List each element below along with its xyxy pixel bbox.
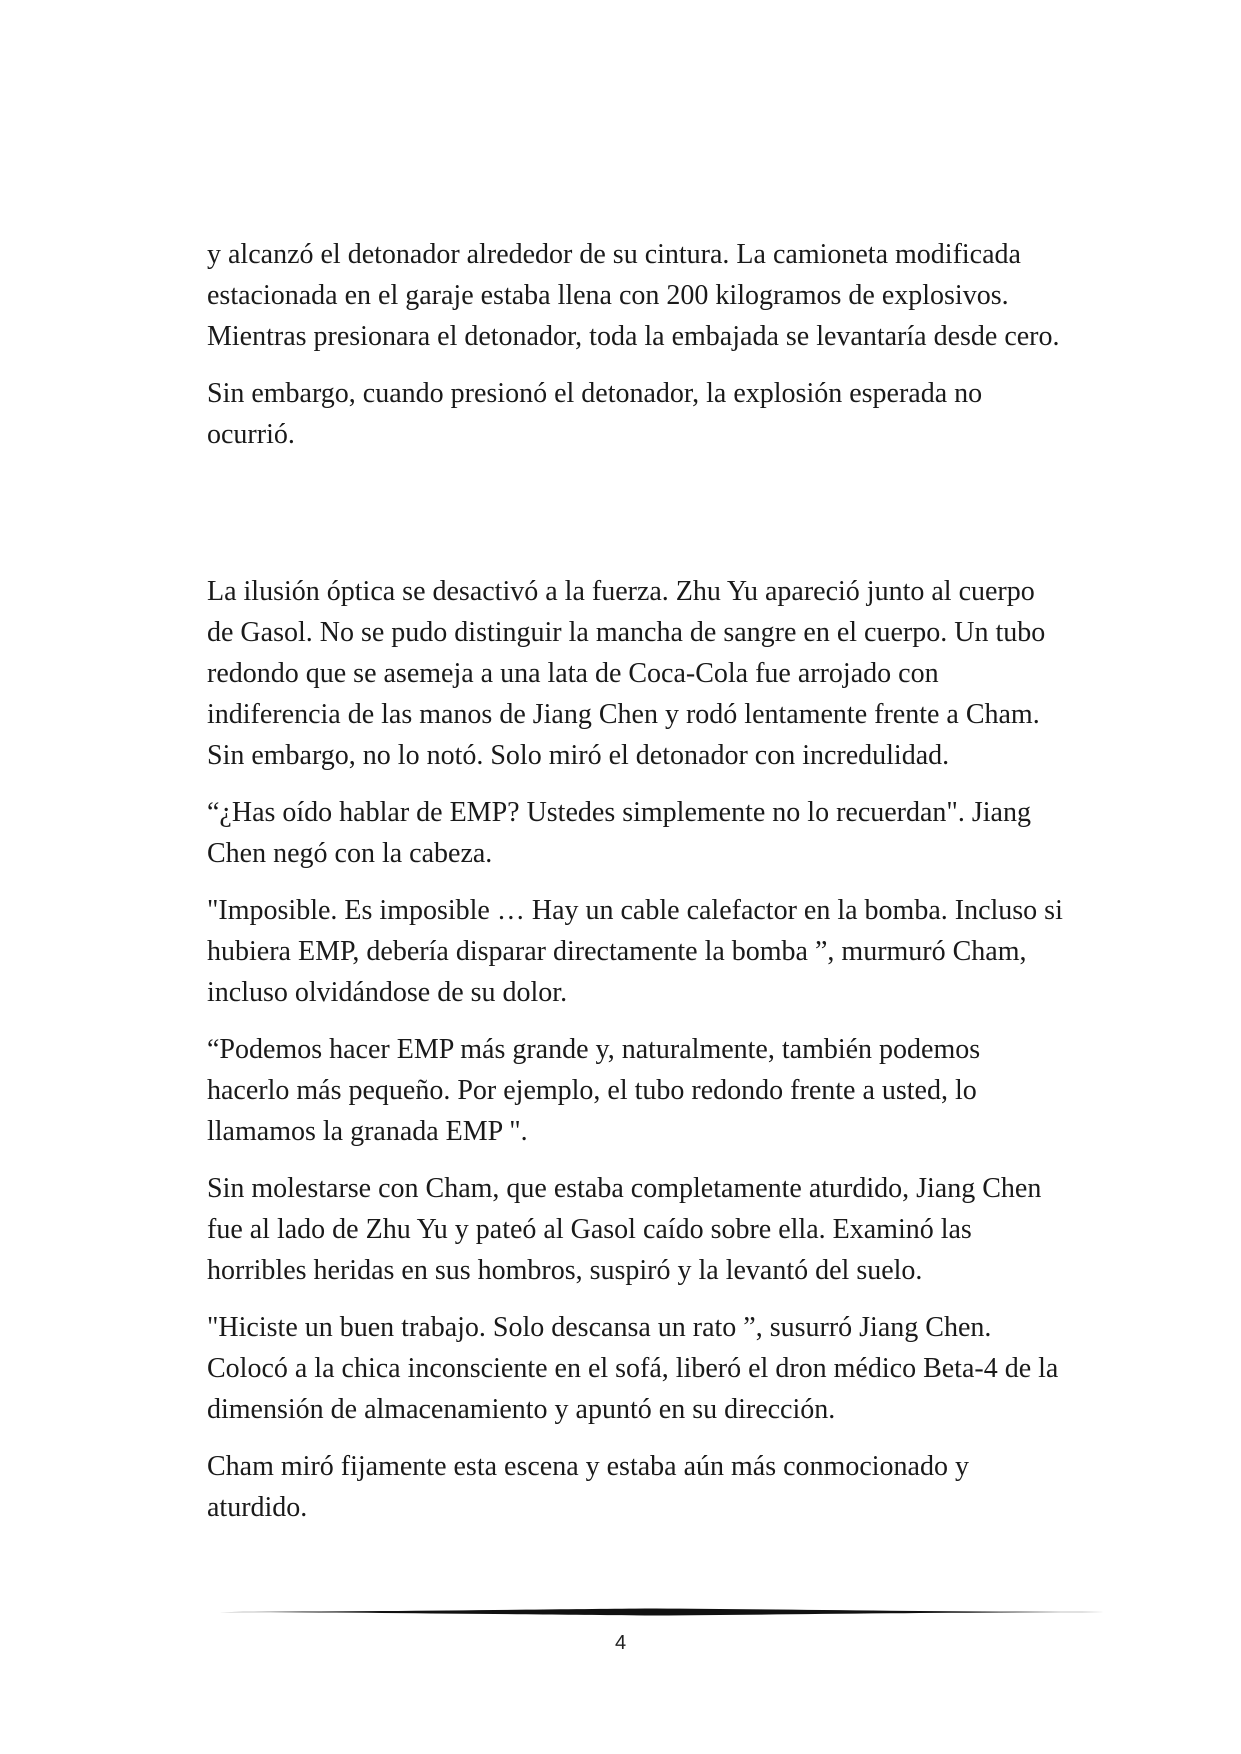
paragraph: y alcanzó el detonador alrededor de su cintura. La camioneta modificada estacionada en el garaje estaba llena con 200 kilogramos de explosivos. Mientras presionara el detonador, toda la embajada se levantaría desde cero. [207, 239, 1060, 352]
paragraph: La ilusión óptica se desactivó a la fuerza. Zhu Yu apareció junto al cuerpo de Gasol. No se pudo distinguir la mancha de sangre en el cuerpo. Un tubo redondo que se asemeja a una lata de Coca-Cola fue arrojado con indiferencia de las manos de Jiang Chen y rodó lentamente frente a Cham. Sin embargo, no lo notó. Solo miró el detonador con incredulidad. [207, 576, 1046, 771]
paragraph: Sin embargo, cuando presionó el detonador, la explosión esperada no ocurrió. [207, 378, 983, 450]
text-section-top [207, 234, 1067, 471]
footer-divider [207, 1607, 1105, 1617]
paragraph: "Imposible. Es imposible … Hay un cable calefactor en la bomba. Incluso si hubiera EMP, debería disparar directamente la bomba ”, murmuró Cham, incluso olvidándose de su dolor. [207, 895, 1063, 1008]
text-section-bottom [207, 571, 1067, 1544]
paragraph: "Hiciste un buen trabajo. Solo descansa un rato ”, susurró Jiang Chen. Colocó a la chica inconsciente en el sofá, liberó el dron médico Beta-4 de la dimensión de almacenamiento y apuntó en su dirección. [207, 1312, 1059, 1425]
page-number: 4 [614, 1632, 627, 1654]
paragraph: Sin molestarse con Cham, que estaba completamente aturdido, Jiang Chen fue al lado de Zhu Yu y pateó al Gasol caído sobre ella. Examinó las horribles heridas en sus hombros, suspiró y la levantó del suelo. [207, 1173, 1042, 1286]
paragraph: “¿Has oído hablar de EMP? Ustedes simplemente no lo recuerdan". Jiang Chen negó con la cabeza. [207, 797, 1031, 869]
paragraph: “Podemos hacer EMP más grande y, naturalmente, también podemos hacerlo más pequeño. Por ejemplo, el tubo redondo frente a usted, lo llamamos la granada EMP ". [207, 1034, 981, 1147]
paragraph: Cham miró fijamente esta escena y estaba aún más conmocionado y aturdido. [207, 1451, 969, 1523]
